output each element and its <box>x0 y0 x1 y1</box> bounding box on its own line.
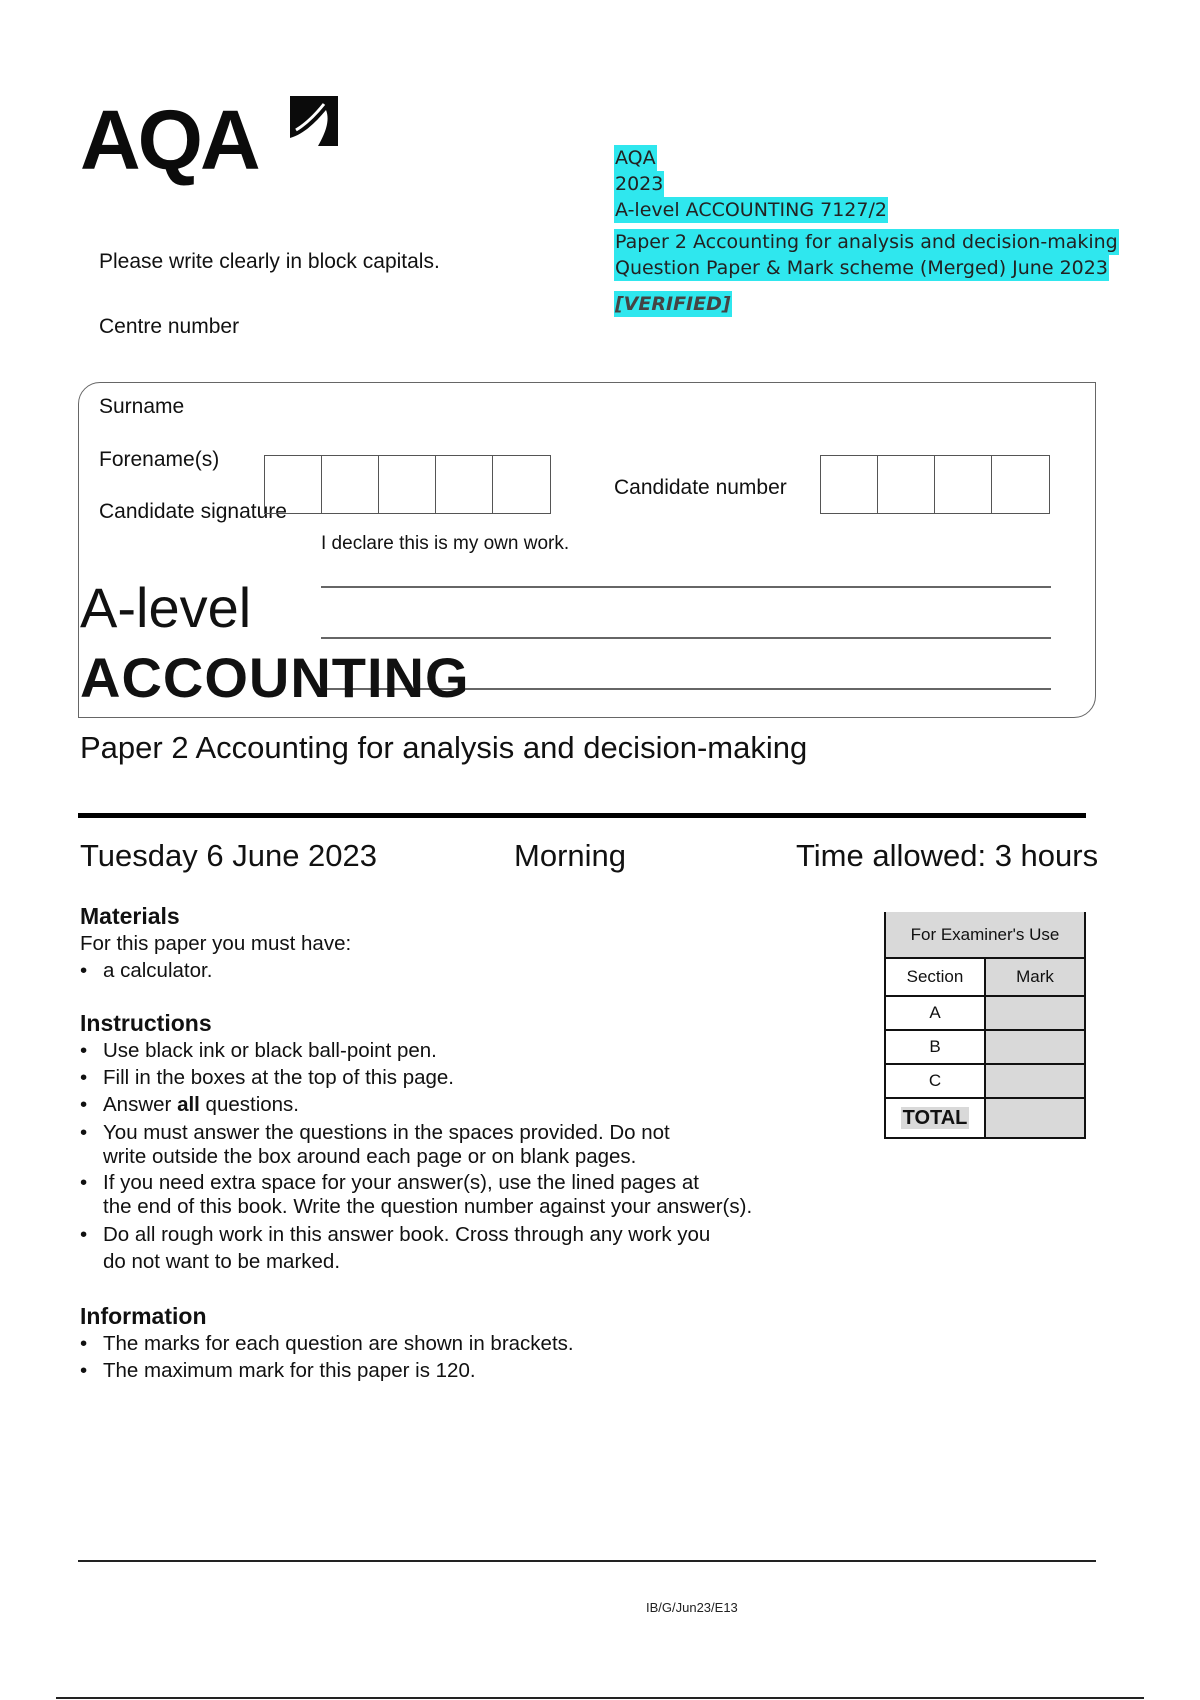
instruction-item: • Fill in the boxes at the top of this page. <box>80 1066 454 1089</box>
aqa-leaf-icon <box>286 92 342 155</box>
header-paper-line-2: Question Paper & Mark scheme (Merged) June 2023 <box>615 257 1108 279</box>
materials-item: • a calculator. <box>80 959 213 982</box>
instruction-item: • Do all rough work in this answer book. Cross through any work you do not want to be marked. <box>80 1223 711 1273</box>
instruction-item: • You must answer the questions in the spaces provided. Do not write outside the box around each page or on blank pages. <box>80 1121 670 1168</box>
candidate-number-digit[interactable] <box>992 456 1049 513</box>
mark-cell[interactable] <box>985 996 1085 1030</box>
declaration-text: I declare this is my own work. <box>321 533 570 554</box>
qualification-level: A-level <box>80 576 252 639</box>
candidate-number-digit[interactable] <box>935 456 992 513</box>
exam-date: Tuesday 6 June 2023 <box>80 838 378 873</box>
paper-title: Paper 2 Accounting for analysis and decision-making <box>80 730 808 765</box>
block-capitals-instruction: Please write clearly in block capitals. <box>99 250 440 273</box>
verified-badge: [VERIFIED] <box>615 293 731 315</box>
centre-number-digit[interactable] <box>379 456 436 513</box>
materials-heading: Materials <box>80 903 180 929</box>
information-heading: Information <box>80 1303 207 1329</box>
header-spec: A-level ACCOUNTING 7127/2 <box>615 199 887 221</box>
header-highlight-block <box>614 145 1119 317</box>
mark-cell[interactable] <box>985 1030 1085 1064</box>
candidate-number-digit[interactable] <box>878 456 935 513</box>
aqa-logo: AQA <box>80 93 258 187</box>
centre-number-digit[interactable] <box>322 456 379 513</box>
footer-code: IB/G/Jun23/E13 <box>646 1600 738 1615</box>
title-divider <box>78 813 1086 818</box>
total-label: TOTAL <box>885 1098 985 1138</box>
exam-session: Morning <box>514 838 626 873</box>
instructions-section <box>80 1010 860 1275</box>
examiner-use-table <box>884 912 1086 1139</box>
subject-title: ACCOUNTING <box>80 646 470 709</box>
information-item: • The marks for each question are shown in brackets. <box>80 1332 574 1355</box>
forenames-label: Forename(s) <box>99 448 220 471</box>
examiner-table-title: For Examiner's Use <box>885 912 1085 958</box>
centre-number-digit[interactable] <box>436 456 493 513</box>
section-cell: A <box>885 996 985 1030</box>
header-board: AQA <box>615 147 656 169</box>
surname-label: Surname <box>99 395 185 418</box>
instruction-item: • If you need extra space for your answer(s), use the lined pages at the end of this book. Write the question number against your answer(s). <box>80 1171 753 1218</box>
centre-number-digit[interactable] <box>265 456 322 513</box>
surname-line[interactable] <box>321 586 1051 588</box>
centre-number-boxes[interactable] <box>264 455 551 514</box>
footer-rule <box>78 1560 1096 1562</box>
instruction-item: • Use black ink or black ball-point pen. <box>80 1039 437 1062</box>
total-mark-cell[interactable] <box>985 1098 1085 1138</box>
information-section <box>80 1303 860 1384</box>
section-column-header: Section <box>885 958 985 996</box>
candidate-number-digit[interactable] <box>821 456 878 513</box>
header-paper-line-1: Paper 2 Accounting for analysis and decision-making <box>615 231 1118 253</box>
materials-intro: For this paper you must have: <box>80 932 352 955</box>
mark-column-header: Mark <box>985 958 1085 996</box>
centre-number-label: Centre number <box>99 315 240 338</box>
mark-cell[interactable] <box>985 1064 1085 1098</box>
materials-section <box>80 903 860 984</box>
page-bottom-rule <box>56 1697 1144 1699</box>
instruction-item: • Answer all questions. <box>80 1093 300 1116</box>
instructions-heading: Instructions <box>80 1010 212 1036</box>
header-year: 2023 <box>615 173 664 195</box>
candidate-number-boxes[interactable] <box>820 455 1050 514</box>
section-cell: B <box>885 1030 985 1064</box>
section-cell: C <box>885 1064 985 1098</box>
candidate-signature-label: Candidate signature <box>99 500 287 523</box>
centre-number-digit[interactable] <box>493 456 550 513</box>
information-item: • The maximum mark for this paper is 120. <box>80 1359 476 1382</box>
candidate-number-label: Candidate number <box>614 476 787 499</box>
time-allowed: Time allowed: 3 hours <box>796 838 1099 873</box>
forenames-line[interactable] <box>321 637 1051 639</box>
